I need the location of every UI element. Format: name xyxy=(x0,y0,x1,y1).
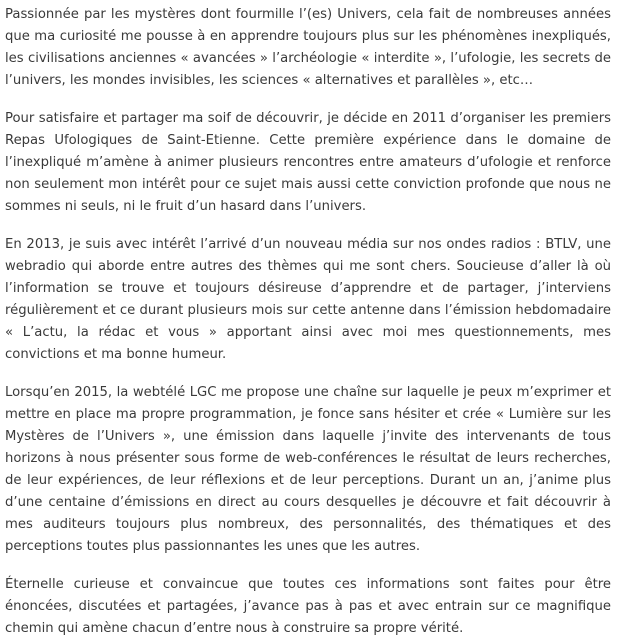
paragraph-btlv: En 2013, je suis avec intérêt l’arrivé d’un nouveau média sur nos ondes radios : BTLV, une webradio qui aborde entre autres des thèmes qui me sont chers. Soucieuse d’aller là où l’information se trouve et toujours désireuse d’apprendre et de partager, j’interviens régulièrement et ce durant plusieurs mois sur cette antenne dans l’émission hebdomadaire « L’actu, la rédac et vous » apportant ainsi avec moi mes questionnements, mes convictions et ma bonne humeur. xyxy=(5,237,611,362)
paragraph-lgc: Lorsqu’en 2015, la webtélé LGC me propose une chaîne sur laquelle je peux m’exprimer et mettre en place ma propre programmation, je fonce sans hésiter et crée « Lumière sur les Mystères de l’Univers », une émission dans laquelle j’invite des intervenants de tous horizons à nous présenter sous forme de web-conférences le résultat de leurs recherches, de leur expériences, de leur réflexions et de leur perceptions. Durant un an, j’anime plus d’une centaine d’émissions en direct au cours desquelles je découvre et fait découvrir à mes auditeurs toujours plus nombreux, des personnalités, des thématiques et des perceptions toutes plus passionnantes les unes que les autres. xyxy=(5,385,611,554)
paragraph-conclusion: Éternelle curieuse et convaincue que toutes ces informations sont faites pour être énoncées, discutées et partagées, j’avance pas à pas et avec entrain sur ce magnifique chemin qui amène chacun d’entre nous à construire sa propre vérité. xyxy=(5,577,611,636)
paragraph-intro: Passionnée par les mystères dont fourmille l’(es) Univers, cela fait de nombreuses années que ma curiosité me pousse à en apprendre toujours plus sur les phénomènes inexpliqués, les civilisations anciennes « avancées » l’archéologie « interdite », l’ufologie, les secrets de l’univers, les mondes invisibles, les sciences « alternatives et parallèles », etc… xyxy=(5,7,611,88)
paragraph-repas-ufologiques: Pour satisfaire et partager ma soif de découvrir, je décide en 2011 d’organiser les premiers Repas Ufologiques de Saint-Etienne. Cette première expérience dans le domaine de l’inexpliqué m’amène à animer plusieurs rencontres entre amateurs d’ufologie et renforce non seulement mon intérêt pour ce sujet mais aussi cette conviction profonde que nous ne sommes ni seuls, ni le fruit d’un hasard dans l’univers. xyxy=(5,111,611,214)
